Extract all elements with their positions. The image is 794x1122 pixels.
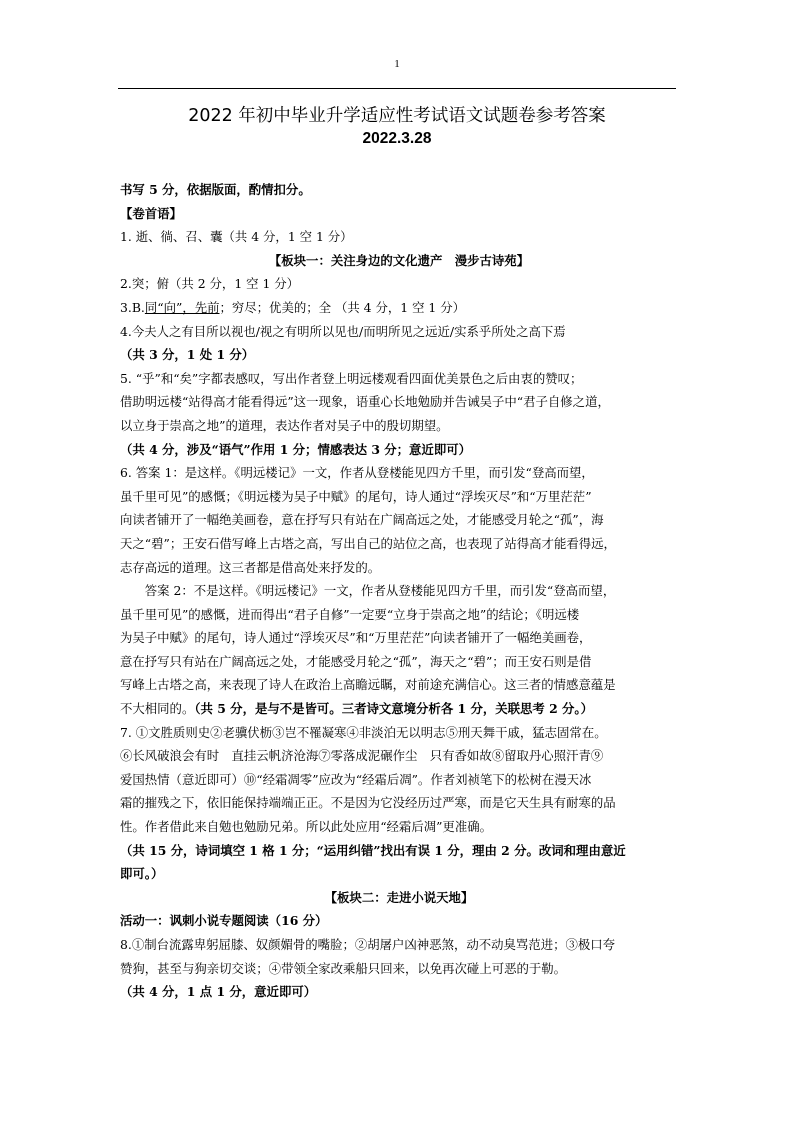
page-number: 1 — [394, 58, 400, 70]
answer-q6-a2-line: 意在抒写只有站在广阔高远之处，才能感受月轮之“孤”，海天之“碧”；而王安石则是借 — [120, 653, 592, 669]
answer-q8-line: 8.①制台流露卑躬屈膝、奴颜媚骨的嘴脸；②胡屠户凶神恶煞，动不动臭骂范进；③极口夸 — [120, 937, 616, 952]
answer-q5-line: 借助明远楼“站得高才能看得远”这一现象，语重心长地勉励并告诫吴子中“君子自修之道， — [120, 394, 610, 410]
q6-score: （共 5 分，是与不是皆可。三者诗文意境分析各 1 分，关联思考 2 分。） — [194, 701, 594, 717]
answer-q4: 4.今夫人之有目所以视也/视之有明所以见也/而明所见之远近/实系乎所处之高下焉 — [120, 323, 566, 339]
q3-prefix: 3.B. — [120, 299, 145, 315]
answer-q7-line: ⑥长风破浪会有时 直挂云帆济沧海⑦零落成泥碾作尘 只有香如故⑧留取丹心照汗青⑨ — [120, 748, 604, 764]
q7-score: （共 15 分，诗词填空 1 格 1 分；“运用纠错”找出有误 1 分，理由 2 分。改词和理由意近 — [120, 842, 626, 858]
answer-q7-line: 霜的摧残之下，依旧能保持端端正正。不是因为它没经历过严寒，而是它天生具有耐寒的品 — [120, 795, 616, 811]
answer-q5-line: 5. “乎”和“矣”字都表感叹，写出作者登上明远楼观看四面优美景色之后由衷的赞叹； — [120, 370, 583, 386]
section-heading-2: 【板块二：走进小说天地】 — [324, 889, 474, 905]
answer-body — [120, 178, 678, 1004]
answer-q2: 2.突；俯（共 2 分，1 空 1 分） — [120, 276, 300, 292]
q3-suffix: ；穷尽；优美的；全 （共 4 分，1 空 1 分） — [219, 299, 466, 315]
answer-q7-line: 性。作者借此来自勉也勉励兄弟。所以此处应用“经霜后凋”更准确。 — [120, 819, 492, 835]
answer-q6-a2-line: 答案 2：不是这样。《明远楼记》一文，作者从登楼能见四方千里，而引发“登高而望， — [144, 583, 616, 599]
q5-score: （共 4 分，涉及“语气”作用 1 分；情感表达 3 分；意近即可） — [120, 441, 471, 457]
section-heading-1: 【板块一：关注身边的文化遗产 漫步古诗苑】 — [268, 252, 530, 268]
answer-q6-a1-line: 天之“碧”；王安石借写峰上古塔之高，写出自己的站位之高，也表现了站得高才能看得远， — [120, 535, 616, 551]
answer-q6-a2-line: 虽千里可见”的感慨，进而得出“君子自修”一定要“立身于崇高之地”的结论；《明远楼 — [120, 606, 580, 622]
answer-q6-a1-line: 向读者铺开了一幅绝美画卷，意在抒写只有站在广阔高远之处，才能感受月轮之“孤”，海 — [120, 512, 604, 528]
answer-q6-a1-line: 志存高远的道理。这三者都是借高处来抒发的。 — [120, 559, 381, 575]
answer-q7-line: 7. ①文胜质则史②老骥伏枥③岂不罹凝寒④非淡泊无以明志⑤刑天舞干戚，猛志固常在。 — [120, 724, 607, 740]
answer-q7-line: 爱国热情（意近即可）⑩“经霜凋零”应改为“经霜后凋”。作者刘祯笔下的松树在漫天冰 — [120, 771, 592, 787]
intro-line: 书写 5 分，依据版面，酌情扣分。 — [120, 182, 311, 197]
answer-q6-a1-line: 6. 答案 1：是这样。《明远楼记》一文，作者从登楼能见四方千里，而引发“登高而望， — [120, 465, 594, 481]
answer-q8-line: 赞狗，甚至与狗亲切交谈；④带领全家改乘船只回来，以免再次碰上可恶的于勒。 — [120, 960, 567, 976]
answer-q6-a1-line: 虽千里可见”的感慨；《明远楼为吴子中赋》的尾句，诗人通过“浮埃灭尽”和“万里茫茫” — [120, 488, 592, 504]
answer-q6-a2-line: 为吴子中赋》的尾句，诗人通过“浮埃灭尽”和“万里茫茫”向读者铺开了一幅绝美画卷， — [120, 630, 592, 646]
q7-score: 即可。） — [120, 866, 164, 882]
q4-score: （共 3 分，1 处 1 分） — [120, 347, 255, 363]
answer-q5-line: 以立身于崇高之地”的道理，表达作者对吴子中的殷切期望。 — [120, 417, 449, 433]
answer-q6-a2-line: 写峰上古塔之高，来表现了诗人在政治上高瞻远瞩，对前途充满信心。这三者的情感意蕴是 — [120, 677, 616, 693]
section-juanshouyu: 【卷首语】 — [120, 205, 182, 221]
q3-underlined: 同“向”，先前 — [144, 299, 220, 315]
answer-q3 — [120, 296, 678, 320]
q6-a2-text: 不大相同的。 — [120, 701, 195, 717]
answer-q6-a2-line — [120, 697, 678, 721]
document-title: 2022 年初中毕业升学适应性考试语文试题卷参考答案 — [188, 106, 606, 126]
q8-score: （共 4 分，1 点 1 分，意近即可） — [120, 984, 317, 1000]
activity-heading: 活动一：讽刺小说专题阅读（16 分） — [120, 913, 328, 929]
header-rule — [118, 88, 676, 89]
document-date: 2022.3.28 — [362, 130, 432, 147]
answer-q1: 1. 逝、徜、召、囊（共 4 分，1 空 1 分） — [120, 229, 353, 245]
